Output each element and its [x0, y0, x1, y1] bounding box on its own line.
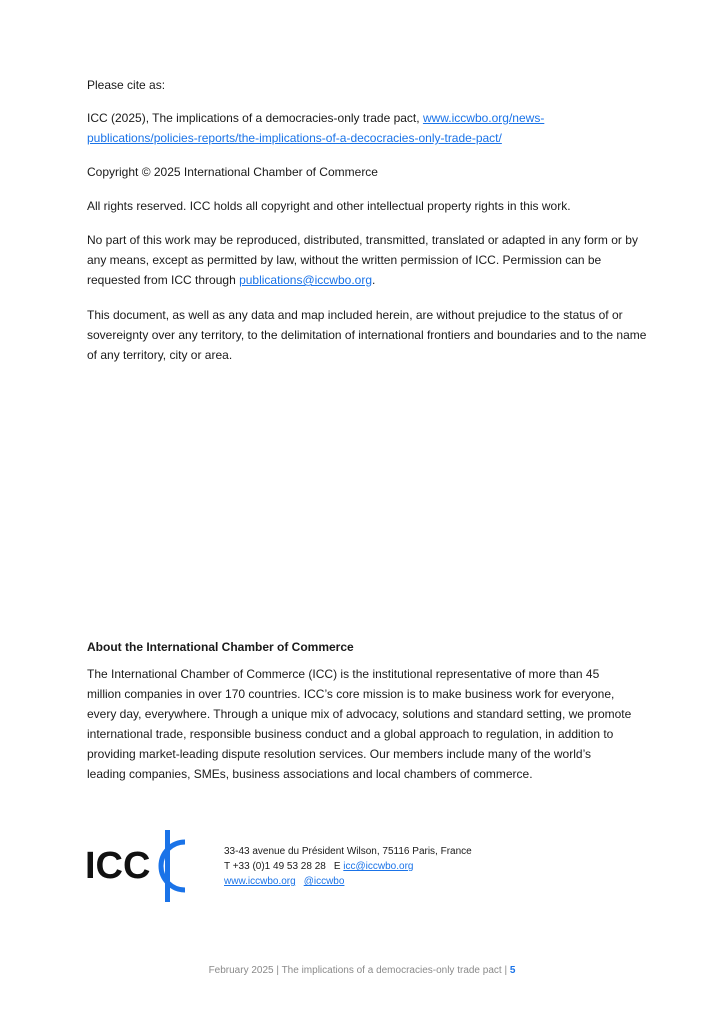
about-heading: About the International Chamber of Commerce: [87, 640, 354, 654]
copyright-notice: Copyright © 2025 International Chamber of Commerce: [87, 165, 378, 179]
about-body: The International Chamber of Commerce (ICC) is the institutional representative of more than 45 million companies in over 170 countries. ICC’s core mission is to make business work for everyone, every day, everywhere. Through a unique mix of advocacy, solutions and standard setting, we promote international trade, responsible business conduct and a global approach to regulation, in addition to providing market-leading dispute resolution services. Our members include many of the world’s leading companies, SMEs, business associations and local chambers of commerce.: [87, 667, 632, 781]
address: 33-43 avenue du Président Wilson, 75116 Paris, France: [224, 846, 472, 857]
contact-block: 33-43 avenue du Président Wilson, 75116 Paris, France T +33 (0)1 49 53 28 28 E icc@iccwbo.org www.iccwbo.org @iccwbo: [224, 846, 472, 887]
phone: T +33 (0)1 49 53 28 28: [224, 861, 326, 872]
social-link[interactable]: @iccwbo: [303, 876, 345, 887]
cite-label: Please cite as:: [87, 78, 166, 92]
permission-text: No part of this work may be reproduced, distributed, transmitted, translated or adapted in any form or by any means, except as permitted by law, without the written permission of ICC. Permission can be requested from ICC through: [87, 233, 638, 287]
disclaimer: This document, as well as any data and map included herein, are without prejudice to the status of or sovereignty over any territory, to the delimitation of international frontiers and boundaries and to the name of any territory, city or area.: [87, 308, 647, 362]
footer-text: February 2025 | The implications of a democracies-only trade pact: [208, 965, 502, 976]
permission-notice: No part of this work may be reproduced, distributed, transmitted, translated or adapted in any form or by any means, except as permitted by law, without the written permission of ICC. Permission can be requested from ICC through publications@iccwbo.org.: [87, 233, 638, 287]
logo-text: ICC: [85, 845, 151, 887]
website-link[interactable]: www.iccwbo.org: [224, 876, 296, 887]
rights-notice: All rights reserved. ICC holds all copyright and other intellectual property rights in this work.: [87, 199, 571, 213]
page-footer: February 2025 | The implications of a democracies-only trade pact | 5: [208, 965, 516, 976]
publications-email-link[interactable]: publications@iccwbo.org: [239, 273, 372, 287]
page-number: 5: [509, 965, 516, 976]
citation: [87, 108, 647, 148]
citation-text: ICC (2025), The implications of a democracies-only trade pact,: [87, 111, 423, 125]
citation-link[interactable]: www.iccwbo.org/news- publications/policies-reports/the-implications-of-a-decocracies-only-trade-pact/: [87, 111, 545, 145]
icc-logo: [85, 828, 189, 904]
contact-email-link[interactable]: icc@iccwbo.org: [343, 861, 414, 872]
